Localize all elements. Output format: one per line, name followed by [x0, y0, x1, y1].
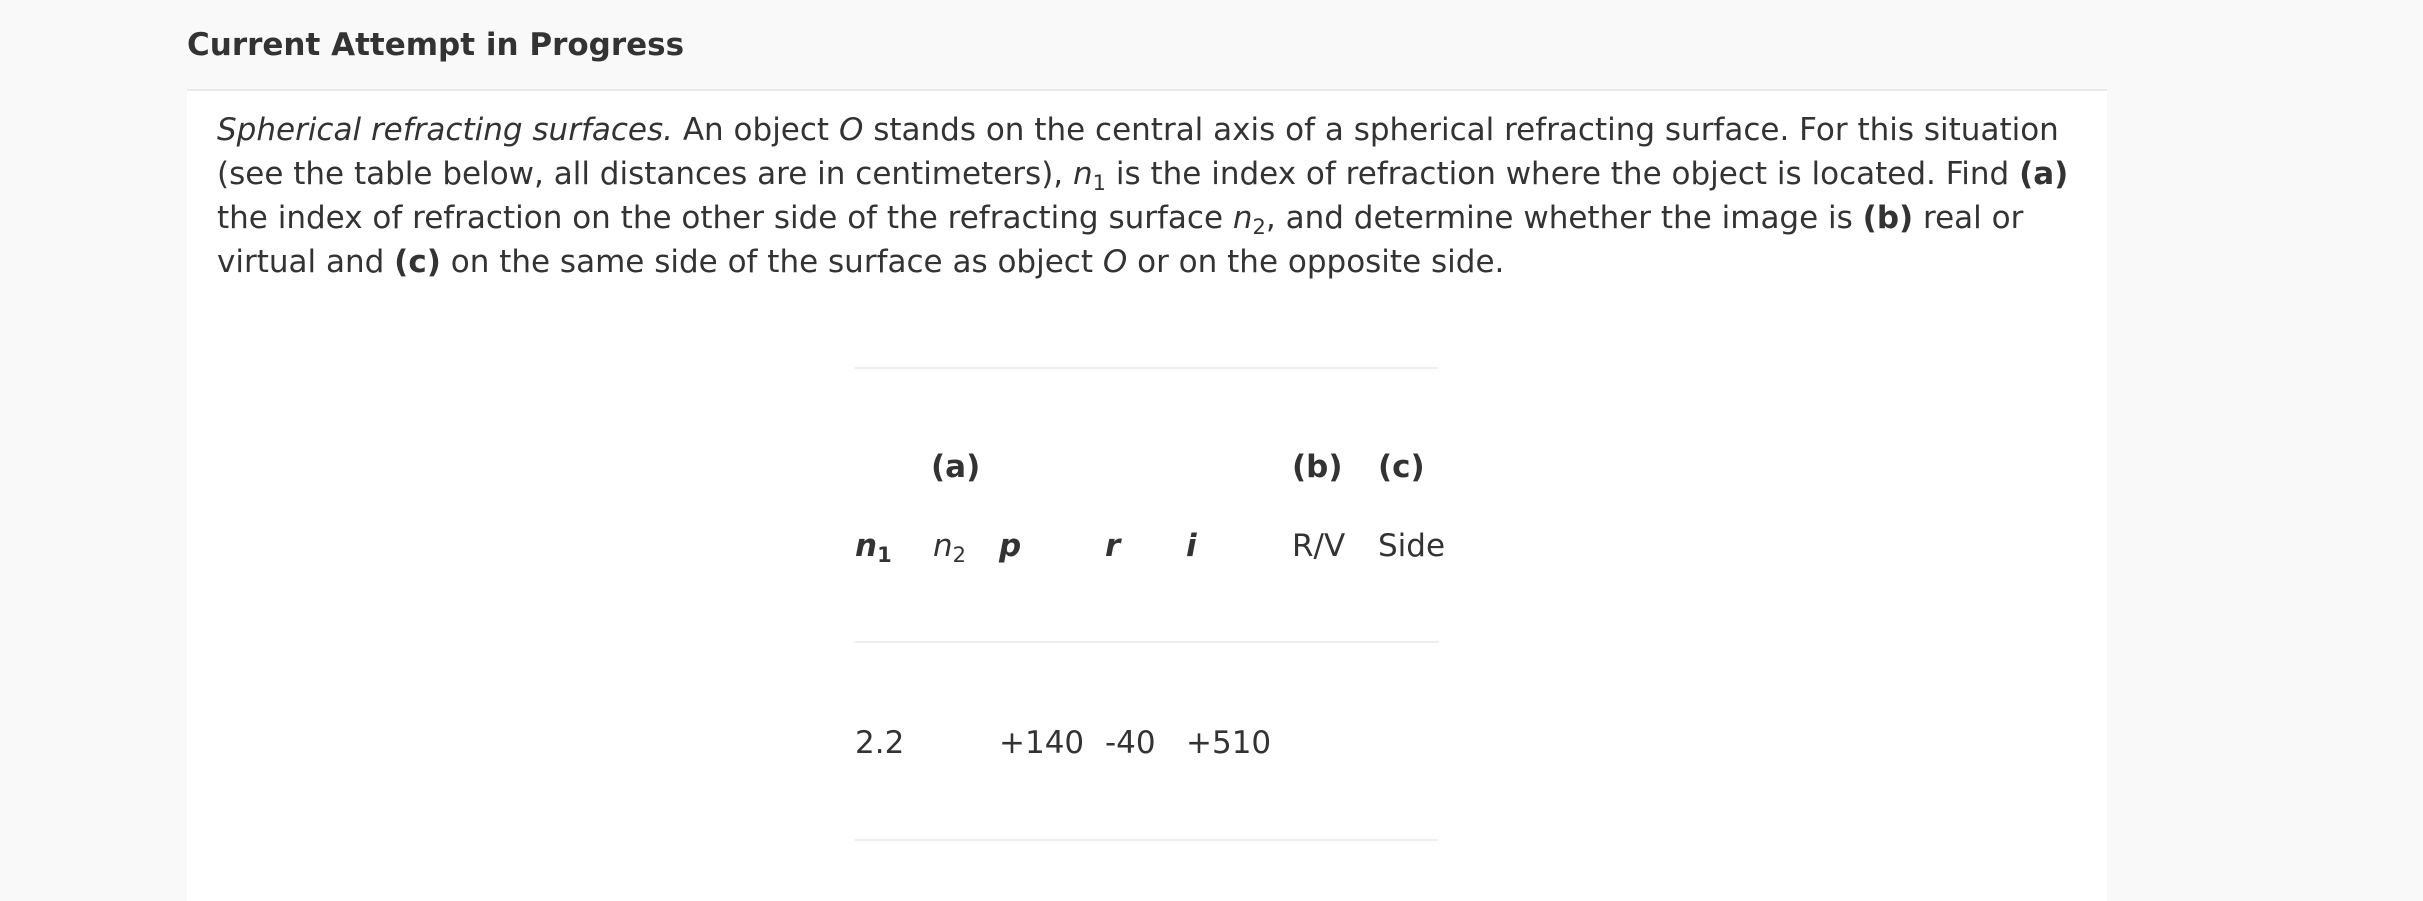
part-b-header: (b) — [1292, 449, 1343, 485]
cell-r: -40 — [1105, 725, 1156, 761]
part-c-header: (c) — [1378, 449, 1425, 485]
part-b-label: (b) — [1862, 200, 1914, 236]
cell-n1: 2.2 — [855, 725, 905, 761]
column-header-p: p — [999, 528, 1022, 564]
table-bottom-rule — [855, 839, 1439, 841]
column-header-i: i — [1186, 528, 1197, 564]
text-segment: real or virtual and — [217, 200, 2024, 280]
column-header-side: Side — [1378, 528, 1446, 564]
text-segment: the index of refraction on the other side of the refracting surface — [217, 200, 1233, 236]
text-segment: on the same side of the surface as object — [440, 244, 1103, 280]
n2-symbol: n — [1232, 200, 1253, 236]
n2-header-subscript: 2 — [952, 543, 967, 567]
text-segment: is the index of refraction where the object is located. Find — [1106, 156, 2020, 192]
n1-header-symbol: n — [855, 528, 878, 564]
problem-topic: Spherical refracting surfaces. — [217, 112, 673, 148]
part-a-label: (a) — [2019, 156, 2069, 192]
n1-header-subscript: 1 — [877, 543, 892, 567]
text-segment: An object — [672, 112, 839, 148]
attempt-header — [187, 0, 2107, 91]
object-symbol: O — [1102, 244, 1128, 280]
n1-symbol: n — [1073, 156, 1093, 192]
text-segment: stands on the central axis of a spherical refracting surface. For this situation (see the table below, all distances are in centimeters), — [217, 112, 2059, 192]
column-header-n1 — [855, 528, 892, 567]
column-header-rv: R/V — [1292, 528, 1346, 564]
table-header-rule — [855, 641, 1439, 643]
column-header-n2 — [933, 528, 967, 567]
cell-i: +510 — [1186, 725, 1272, 761]
problem-statement — [217, 108, 2087, 284]
table-top-rule — [855, 367, 1439, 369]
n2-subscript: 2 — [1252, 215, 1266, 239]
part-c-label: (c) — [394, 244, 441, 280]
n2-header-symbol: n — [933, 528, 953, 564]
text-segment: or on the opposite side. — [1127, 244, 1505, 280]
text-segment: , and determine whether the image is — [1265, 200, 1863, 236]
page-title: Current Attempt in Progress — [187, 27, 685, 63]
cell-p: +140 — [999, 725, 1085, 761]
object-symbol: O — [838, 112, 864, 148]
part-a-header: (a) — [931, 449, 981, 485]
n1-subscript: 1 — [1092, 171, 1107, 195]
column-header-r: r — [1105, 528, 1121, 564]
